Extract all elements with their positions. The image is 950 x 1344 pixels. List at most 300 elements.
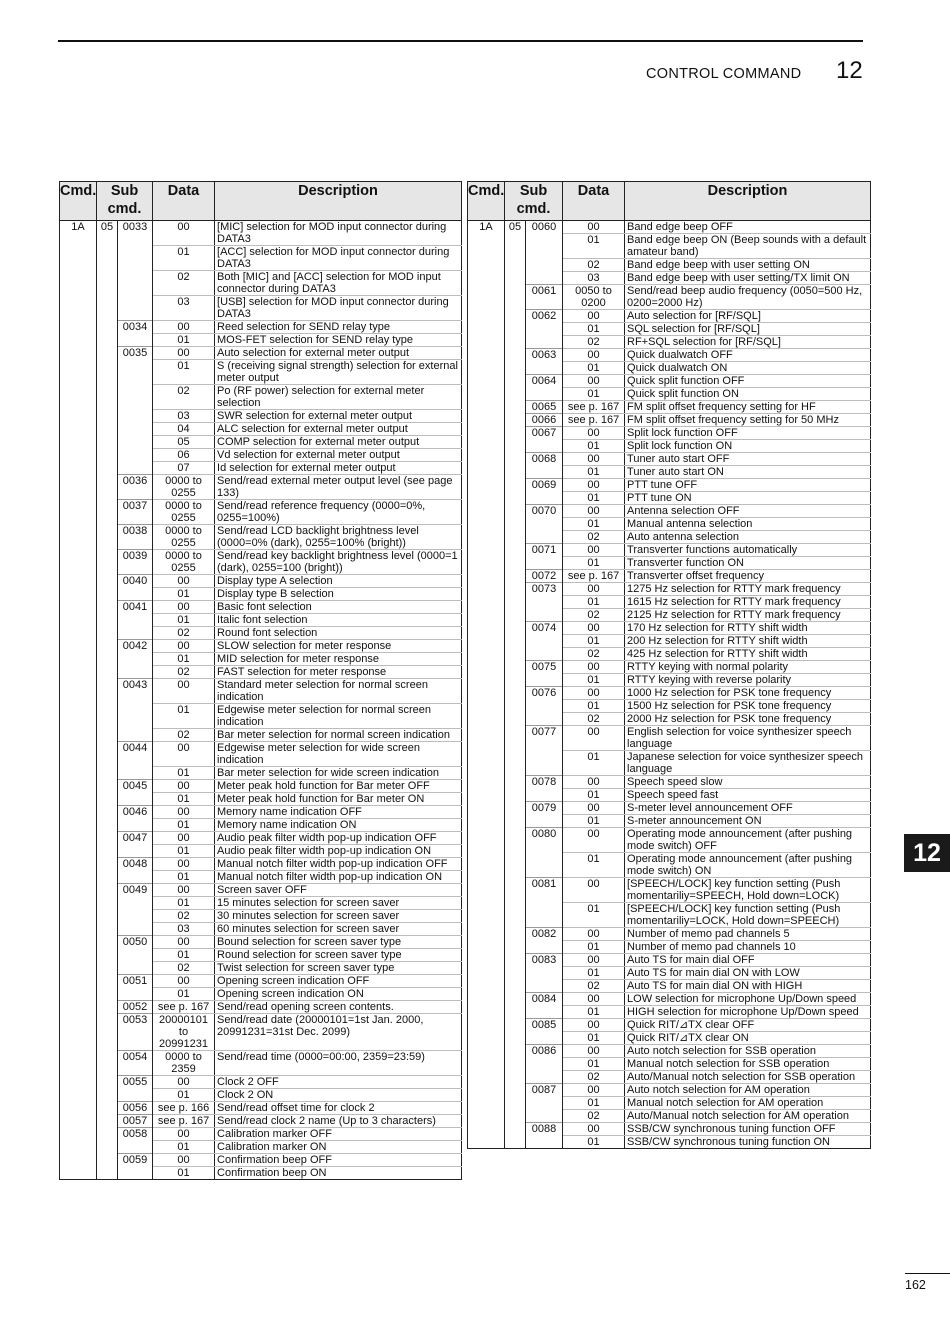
- cmd-cell: [60, 1128, 97, 1141]
- data-cell: 02: [153, 962, 215, 975]
- cmd-cell: [60, 475, 97, 500]
- data-cell: 01: [153, 871, 215, 884]
- cmd-cell: [468, 479, 505, 492]
- subcmd-cell: [526, 234, 563, 259]
- subcmd-cell: 0080: [526, 828, 563, 853]
- table-row: [60, 575, 462, 588]
- cmd-cell: [60, 666, 97, 679]
- data-cell: 00: [563, 726, 625, 751]
- col-header-data: Data: [153, 182, 215, 221]
- data-cell: 01: [563, 1136, 625, 1149]
- cmd-cell: [468, 336, 505, 349]
- table-row: [468, 479, 871, 492]
- subcmd-cell: [118, 296, 153, 321]
- subcmd-cell: 0053: [118, 1014, 153, 1051]
- data-cell: 02: [563, 713, 625, 726]
- table-row: [468, 221, 871, 234]
- description-cell: Meter peak hold function for Bar meter OFF: [215, 780, 462, 793]
- table-row: [468, 853, 871, 878]
- subcmd-cell: 0083: [526, 954, 563, 967]
- data-cell: 02: [563, 531, 625, 544]
- description-cell: Basic font selection: [215, 601, 462, 614]
- table-row: [60, 793, 462, 806]
- sub-cell: [505, 802, 526, 815]
- subcmd-cell: 0035: [118, 347, 153, 360]
- cmd-cell: [468, 310, 505, 323]
- data-cell: 01: [563, 1032, 625, 1045]
- description-cell: S (receiving signal strength) selection for external meter output: [215, 360, 462, 385]
- sub-cell: [505, 285, 526, 310]
- subcmd-cell: 0052: [118, 1001, 153, 1014]
- sub-cell: [97, 666, 118, 679]
- description-cell: HIGH selection for microphone Up/Down speed: [625, 1006, 871, 1019]
- table-row: [60, 550, 462, 575]
- table-row: [60, 296, 462, 321]
- table-row: [60, 360, 462, 385]
- data-cell: 01: [153, 845, 215, 858]
- data-cell: 03: [153, 410, 215, 423]
- data-cell: 00: [563, 479, 625, 492]
- sub-cell: [97, 601, 118, 614]
- table-row: [468, 941, 871, 954]
- subcmd-cell: [526, 609, 563, 622]
- table-row: [468, 492, 871, 505]
- table-row: [60, 1051, 462, 1076]
- description-cell: Transverter offset frequency: [625, 570, 871, 583]
- description-cell: Quick split function OFF: [625, 375, 871, 388]
- subcmd-cell: [526, 903, 563, 928]
- description-cell: Memory name indication OFF: [215, 806, 462, 819]
- data-cell: 01: [153, 1167, 215, 1180]
- description-cell: Bar meter selection for wide screen indication: [215, 767, 462, 780]
- sub-cell: [505, 700, 526, 713]
- sub-cell: [97, 296, 118, 321]
- sub-cell: [505, 518, 526, 531]
- cmd-cell: [60, 360, 97, 385]
- cmd-cell: [468, 440, 505, 453]
- table-row: [468, 388, 871, 401]
- table-row: [60, 742, 462, 767]
- data-cell: 01: [153, 360, 215, 385]
- table-row: [60, 845, 462, 858]
- data-cell: 02: [563, 259, 625, 272]
- sub-cell: [505, 903, 526, 928]
- table-row: [468, 903, 871, 928]
- description-cell: Band edge beep with user setting ON: [625, 259, 871, 272]
- sub-cell: [97, 729, 118, 742]
- cmd-cell: [468, 1019, 505, 1032]
- description-cell: Send/read time (0000=00:00, 2359=23:59): [215, 1051, 462, 1076]
- subcmd-cell: [526, 648, 563, 661]
- subcmd-cell: [526, 1032, 563, 1045]
- data-cell: 01: [563, 1097, 625, 1110]
- sub-cell: [97, 360, 118, 385]
- description-cell: Japanese selection for voice synthesizer speech language: [625, 751, 871, 776]
- sub-cell: [97, 1115, 118, 1128]
- sub-cell: [505, 414, 526, 427]
- sub-cell: [505, 751, 526, 776]
- cmd-cell: [60, 1154, 97, 1167]
- description-cell: 2125 Hz selection for RTTY mark frequency: [625, 609, 871, 622]
- data-cell: 01: [153, 246, 215, 271]
- data-cell: 01: [563, 635, 625, 648]
- cmd-cell: [60, 423, 97, 436]
- sub-cell: [505, 1136, 526, 1149]
- table-row: [468, 336, 871, 349]
- sub-cell: [97, 936, 118, 949]
- sub-cell: [505, 789, 526, 802]
- subcmd-cell: 0041: [118, 601, 153, 614]
- table-row: [468, 648, 871, 661]
- cmd-cell: [60, 1089, 97, 1102]
- subcmd-cell: 0050: [118, 936, 153, 949]
- table-row: [468, 1123, 871, 1136]
- table-row: [468, 401, 871, 414]
- table-row: [60, 1154, 462, 1167]
- cmd-cell: [468, 789, 505, 802]
- description-cell: Clock 2 ON: [215, 1089, 462, 1102]
- sub-cell: [97, 1141, 118, 1154]
- description-cell: Split lock function ON: [625, 440, 871, 453]
- table-row: [468, 440, 871, 453]
- cmd-cell: [60, 500, 97, 525]
- table-row: [60, 614, 462, 627]
- description-cell: Round font selection: [215, 627, 462, 640]
- subcmd-cell: 0042: [118, 640, 153, 653]
- sub-cell: [505, 492, 526, 505]
- table-row: [468, 349, 871, 362]
- cmd-cell: [60, 845, 97, 858]
- subcmd-cell: [118, 627, 153, 640]
- subcmd-cell: [118, 614, 153, 627]
- table-row: [468, 661, 871, 674]
- col-header-desc: Description: [625, 182, 871, 221]
- description-cell: Both [MIC] and [ACC] selection for MOD input connector during DATA3: [215, 271, 462, 296]
- description-cell: Auto TS for main dial ON with LOW: [625, 967, 871, 980]
- table-row: [60, 988, 462, 1001]
- data-cell: 01: [153, 588, 215, 601]
- table-row: [60, 423, 462, 436]
- sub-cell: [97, 575, 118, 588]
- subcmd-cell: [526, 492, 563, 505]
- subcmd-cell: [526, 1110, 563, 1123]
- table-row: [60, 897, 462, 910]
- table-row: [468, 802, 871, 815]
- data-cell: 00: [563, 687, 625, 700]
- description-cell: Twist selection for screen saver type: [215, 962, 462, 975]
- subcmd-cell: 0071: [526, 544, 563, 557]
- table-row: [60, 962, 462, 975]
- table-row: [60, 221, 462, 246]
- sub-cell: [505, 310, 526, 323]
- sub-cell: [505, 362, 526, 375]
- cmd-cell: [60, 385, 97, 410]
- sub-cell: [505, 323, 526, 336]
- cmd-cell: [60, 525, 97, 550]
- subcmd-cell: [526, 388, 563, 401]
- data-cell: 00: [153, 1154, 215, 1167]
- sub-cell: [97, 949, 118, 962]
- sub-cell: [97, 793, 118, 806]
- data-cell: see p. 167: [153, 1001, 215, 1014]
- subcmd-cell: 0037: [118, 500, 153, 525]
- cmd-cell: [468, 375, 505, 388]
- top-rule: [58, 40, 863, 42]
- cmd-cell: [468, 903, 505, 928]
- data-cell: 02: [563, 648, 625, 661]
- table-row: [468, 751, 871, 776]
- description-cell: Send/read LCD backlight brightness level (0000=0% (dark), 0255=100% (bright)): [215, 525, 462, 550]
- cmd-cell: [60, 321, 97, 334]
- subcmd-cell: 0081: [526, 878, 563, 903]
- sub-cell: [97, 614, 118, 627]
- cmd-cell: [60, 767, 97, 780]
- subcmd-cell: [526, 596, 563, 609]
- sub-cell: [505, 1032, 526, 1045]
- sub-cell: [97, 1051, 118, 1076]
- data-cell: 00: [563, 453, 625, 466]
- data-cell: 01: [153, 334, 215, 347]
- subcmd-cell: [118, 423, 153, 436]
- subcmd-cell: 0088: [526, 1123, 563, 1136]
- cmd-cell: [468, 928, 505, 941]
- description-cell: Po (RF power) selection for external meter selection: [215, 385, 462, 410]
- description-cell: Send/read reference frequency (0000=0%, 0255=100%): [215, 500, 462, 525]
- description-cell: 200 Hz selection for RTTY shift width: [625, 635, 871, 648]
- description-cell: Bar meter selection for normal screen indication: [215, 729, 462, 742]
- table-row: [468, 1019, 871, 1032]
- cmd-cell: [468, 674, 505, 687]
- table-row: [60, 806, 462, 819]
- table-row: [468, 1032, 871, 1045]
- sub-cell: [505, 1097, 526, 1110]
- description-cell: Send/read date (20000101=1st Jan. 2000, 20991231=31st Dec. 2099): [215, 1014, 462, 1051]
- subcmd-cell: [118, 653, 153, 666]
- description-cell: Number of memo pad channels 10: [625, 941, 871, 954]
- table-row: [468, 272, 871, 285]
- description-cell: ALC selection for external meter output: [215, 423, 462, 436]
- subcmd-cell: [118, 871, 153, 884]
- sub-cell: [505, 466, 526, 479]
- description-cell: English selection for voice synthesizer speech language: [625, 726, 871, 751]
- data-cell: 01: [563, 362, 625, 375]
- cmd-cell: [468, 401, 505, 414]
- data-cell: 00: [153, 975, 215, 988]
- description-cell: SSB/CW synchronous tuning function OFF: [625, 1123, 871, 1136]
- data-cell: 00: [153, 575, 215, 588]
- subcmd-cell: [526, 1097, 563, 1110]
- sub-cell: [97, 321, 118, 334]
- data-cell: 00: [563, 1084, 625, 1097]
- description-cell: Send/read opening screen contents.: [215, 1001, 462, 1014]
- subcmd-cell: [118, 949, 153, 962]
- description-cell: SSB/CW synchronous tuning function ON: [625, 1136, 871, 1149]
- description-cell: Id selection for external meter output: [215, 462, 462, 475]
- data-cell: 01: [563, 1058, 625, 1071]
- data-cell: 01: [563, 388, 625, 401]
- col-header-cmd: Cmd.: [60, 182, 97, 221]
- sub-cell: [97, 525, 118, 550]
- table-row: [468, 609, 871, 622]
- description-cell: Standard meter selection for normal screen indication: [215, 679, 462, 704]
- sub-cell: [505, 661, 526, 674]
- subcmd-cell: 0077: [526, 726, 563, 751]
- sub-cell: [97, 679, 118, 704]
- description-cell: LOW selection for microphone Up/Down speed: [625, 993, 871, 1006]
- subcmd-cell: 0047: [118, 832, 153, 845]
- subcmd-cell: [118, 436, 153, 449]
- subcmd-cell: 0057: [118, 1115, 153, 1128]
- table-row: [468, 557, 871, 570]
- description-cell: 1275 Hz selection for RTTY mark frequency: [625, 583, 871, 596]
- table-row: [60, 462, 462, 475]
- subcmd-cell: [118, 246, 153, 271]
- table-row: [60, 1128, 462, 1141]
- cmd-cell: [60, 884, 97, 897]
- table-row: [60, 627, 462, 640]
- sub-cell: [505, 1019, 526, 1032]
- sub-cell: [505, 479, 526, 492]
- subcmd-cell: 0082: [526, 928, 563, 941]
- cmd-cell: [468, 518, 505, 531]
- description-cell: Calibration marker OFF: [215, 1128, 462, 1141]
- cmd-cell: [60, 936, 97, 949]
- subcmd-cell: [526, 815, 563, 828]
- cmd-cell: [60, 871, 97, 884]
- subcmd-cell: 0038: [118, 525, 153, 550]
- data-cell: 00: [563, 622, 625, 635]
- description-cell: 15 minutes selection for screen saver: [215, 897, 462, 910]
- cmd-cell: [468, 272, 505, 285]
- data-cell: 01: [153, 704, 215, 729]
- subcmd-cell: 0058: [118, 1128, 153, 1141]
- cmd-cell: [468, 323, 505, 336]
- data-cell: 02: [563, 336, 625, 349]
- table-row: [60, 588, 462, 601]
- table-row: [468, 362, 871, 375]
- cmd-cell: [468, 648, 505, 661]
- description-cell: Send/read external meter output level (see page 133): [215, 475, 462, 500]
- description-cell: Send/read offset time for clock 2: [215, 1102, 462, 1115]
- subcmd-cell: 0040: [118, 575, 153, 588]
- sub-cell: [505, 401, 526, 414]
- sub-cell: [97, 832, 118, 845]
- subcmd-cell: 0084: [526, 993, 563, 1006]
- col-header-cmd: Cmd.: [468, 182, 505, 221]
- cmd-cell: [468, 492, 505, 505]
- cmd-cell: [60, 949, 97, 962]
- data-cell: 04: [153, 423, 215, 436]
- description-cell: Speech speed fast: [625, 789, 871, 802]
- sub-cell: [97, 1089, 118, 1102]
- data-cell: 05: [153, 436, 215, 449]
- page-number-rule: [905, 1273, 950, 1274]
- subcmd-cell: [118, 271, 153, 296]
- sub-cell: [97, 334, 118, 347]
- data-cell: 00: [153, 806, 215, 819]
- sub-cell: [505, 713, 526, 726]
- subcmd-cell: [118, 1141, 153, 1154]
- description-cell: Tuner auto start ON: [625, 466, 871, 479]
- subcmd-cell: 0085: [526, 1019, 563, 1032]
- data-cell: 01: [563, 1006, 625, 1019]
- subcmd-cell: 0054: [118, 1051, 153, 1076]
- sub-cell: [505, 776, 526, 789]
- description-cell: Operating mode announcement (after pushing mode switch) OFF: [625, 828, 871, 853]
- table-row: [60, 246, 462, 271]
- description-cell: Italic font selection: [215, 614, 462, 627]
- description-cell: Round selection for screen saver type: [215, 949, 462, 962]
- data-cell: 00: [563, 221, 625, 234]
- table-row: [60, 1115, 462, 1128]
- subcmd-cell: 0044: [118, 742, 153, 767]
- data-cell: 00: [563, 427, 625, 440]
- data-cell: 02: [153, 385, 215, 410]
- table-row: [468, 285, 871, 310]
- cmd-cell: [468, 980, 505, 993]
- table-row: [468, 1084, 871, 1097]
- cmd-cell: [60, 988, 97, 1001]
- subcmd-cell: [118, 819, 153, 832]
- description-cell: Manual notch filter width pop-up indication ON: [215, 871, 462, 884]
- subcmd-cell: 0086: [526, 1045, 563, 1058]
- table-row: [60, 949, 462, 962]
- sub-cell: [97, 588, 118, 601]
- table-row: [468, 466, 871, 479]
- table-row: [468, 993, 871, 1006]
- sub-cell: [97, 436, 118, 449]
- table-row: [60, 1141, 462, 1154]
- sub-cell: [505, 427, 526, 440]
- cmd-cell: [468, 878, 505, 903]
- subcmd-cell: [526, 941, 563, 954]
- subcmd-cell: [118, 793, 153, 806]
- data-cell: 00: [153, 936, 215, 949]
- sub-cell: [97, 347, 118, 360]
- cmd-cell: [60, 436, 97, 449]
- description-cell: Transverter functions automatically: [625, 544, 871, 557]
- subcmd-cell: [118, 1167, 153, 1180]
- description-cell: Manual notch filter width pop-up indication OFF: [215, 858, 462, 871]
- sub-cell: [505, 349, 526, 362]
- description-cell: Quick RIT/⊿TX clear OFF: [625, 1019, 871, 1032]
- description-cell: Operating mode announcement (after pushing mode switch) ON: [625, 853, 871, 878]
- cmd-cell: [468, 466, 505, 479]
- description-cell: FAST selection for meter response: [215, 666, 462, 679]
- subcmd-cell: [526, 557, 563, 570]
- data-cell: 01: [153, 793, 215, 806]
- cmd-cell: [60, 347, 97, 360]
- table-row: [60, 832, 462, 845]
- description-cell: Screen saver OFF: [215, 884, 462, 897]
- data-cell: 02: [563, 609, 625, 622]
- subcmd-cell: 0055: [118, 1076, 153, 1089]
- subcmd-cell: [118, 410, 153, 423]
- sub-cell: 05: [505, 221, 526, 234]
- description-cell: Confirmation beep OFF: [215, 1154, 462, 1167]
- cmd-cell: [468, 1136, 505, 1149]
- table-row: [468, 687, 871, 700]
- table-row: [60, 871, 462, 884]
- cmd-cell: [468, 259, 505, 272]
- data-cell: 01: [153, 767, 215, 780]
- description-cell: Band edge beep ON (Beep sounds with a default amateur band): [625, 234, 871, 259]
- description-cell: Meter peak hold function for Bar meter ON: [215, 793, 462, 806]
- description-cell: Transverter function ON: [625, 557, 871, 570]
- data-cell: 00: [153, 832, 215, 845]
- data-cell: 00: [563, 544, 625, 557]
- data-cell: 01: [563, 789, 625, 802]
